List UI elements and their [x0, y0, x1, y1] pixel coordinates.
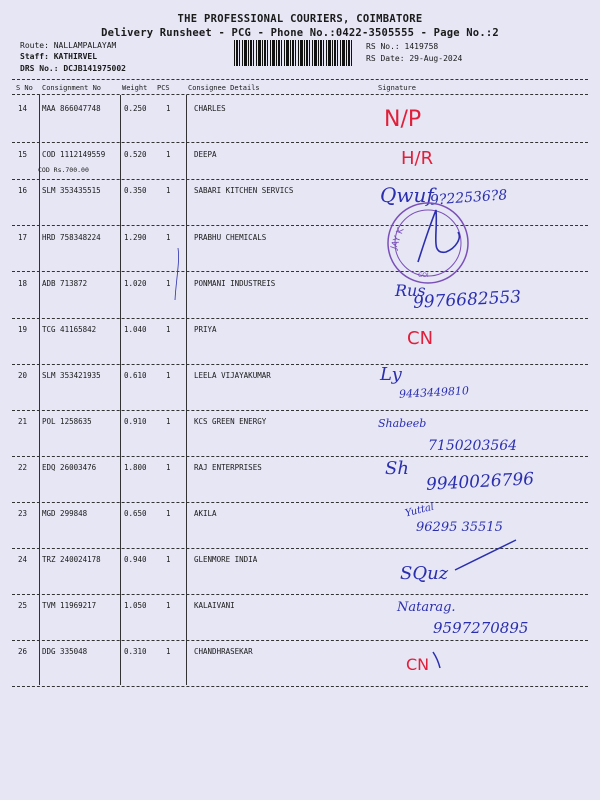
cell-consignee: PRABHU CHEMICALS — [194, 233, 267, 242]
header-top-line — [12, 79, 588, 80]
cell-consignment: COD 1112149559 — [42, 150, 106, 159]
staff-label: Staff: KATHIRVEL — [20, 52, 98, 61]
signature-stroke — [433, 652, 440, 668]
cell-sno: 21 — [18, 417, 28, 426]
cell-pcs: 1 — [166, 104, 171, 113]
cell-consignment: MGD 299848 — [42, 509, 88, 518]
cell-weight: 0.350 — [124, 186, 147, 195]
cell-consignment: SLM 353421935 — [42, 371, 101, 380]
cell-sno: 19 — [18, 325, 28, 334]
signature-row-25: Natarag. — [397, 600, 456, 615]
cell-consignee: RAJ ENTERPRISES — [194, 463, 262, 472]
cell-consignment: TRZ 240024178 — [42, 555, 101, 564]
cell-weight: 0.310 — [124, 647, 147, 656]
drs-label: DRS No.: DCJB141975002 — [20, 64, 126, 73]
cell-consignee: DEEPA — [194, 150, 217, 159]
cell-pcs: 1 — [166, 371, 171, 380]
cell-consignment: TVM 11969217 — [42, 601, 97, 610]
row-separator — [12, 640, 588, 641]
document-subtitle: Delivery Runsheet - PCG - Phone No.:0422-3505555 - Page No.:2 — [101, 27, 499, 39]
cell-pcs: 1 — [166, 186, 171, 195]
barcode — [234, 40, 352, 66]
signature-stroke — [455, 540, 516, 570]
phone-row-21: 7150203564 — [428, 438, 518, 454]
cell-consignee: KALAIVANI — [194, 601, 235, 610]
row-separator — [12, 410, 588, 411]
cell-consignment: SLM 353435515 — [42, 186, 101, 195]
cell-pcs: 1 — [166, 647, 171, 656]
cell-sno: 22 — [18, 463, 28, 472]
route-label: Route: NALLAMPALAYAM — [20, 41, 117, 50]
cell-pcs: 1 — [166, 233, 171, 242]
cell-sno: 20 — [18, 371, 28, 380]
cell-sno: 26 — [18, 647, 28, 656]
signature-row-23: Yuttal — [404, 501, 436, 520]
cell-consignee: CHARLES — [194, 104, 226, 113]
signature-stroke — [418, 210, 459, 262]
row-separator — [12, 548, 588, 549]
cell-weight: 1.050 — [124, 601, 147, 610]
cell-consignee: GLENMORE INDIA — [194, 555, 258, 564]
cell-sno: 25 — [18, 601, 28, 610]
column-signature: Signature — [378, 84, 416, 92]
column-pcs: PCS — [157, 84, 170, 92]
cell-pcs: 1 — [166, 150, 171, 159]
signature-row-16: Qwuf — [380, 183, 434, 207]
cell-sno: 15 — [18, 150, 28, 159]
stamp-text: JAY K — [389, 226, 407, 252]
row-separator — [12, 225, 588, 226]
cell-weight: 0.520 — [124, 150, 147, 159]
header-bottom-line — [12, 94, 588, 95]
signature-row-20: Ly — [380, 364, 402, 385]
cell-consignee: CHANDHRASEKAR — [194, 647, 253, 656]
row-separator — [12, 179, 588, 180]
signature-row-21: Shabeeb — [378, 417, 427, 430]
column-divider — [120, 95, 121, 685]
cell-sno: 17 — [18, 233, 28, 242]
row-separator — [12, 686, 588, 687]
phone-row-20: 9443449810 — [398, 384, 470, 401]
cell-consignment: POL 1258635 — [42, 417, 92, 426]
cell-pcs: 1 — [166, 555, 171, 564]
cell-sno: 23 — [18, 509, 28, 518]
column-divider — [186, 95, 187, 685]
cell-pcs: 1 — [166, 279, 171, 288]
row-separator — [12, 364, 588, 365]
row-separator — [12, 456, 588, 457]
column-divider — [39, 95, 40, 685]
column-sno: S No — [16, 84, 33, 92]
cell-weight: 1.800 — [124, 463, 147, 472]
cell-pcs: 1 — [166, 325, 171, 334]
cell-weight: 1.290 — [124, 233, 147, 242]
cell-consignee: AKILA — [194, 509, 217, 518]
cell-weight: 1.040 — [124, 325, 147, 334]
cell-weight: 0.910 — [124, 417, 147, 426]
cell-consignment: MAA 866047748 — [42, 104, 101, 113]
cell-consignee: KCS GREEN ENERGY — [194, 417, 267, 426]
column-weight: Weight — [122, 84, 148, 92]
cell-consignment: TCG 41165842 — [42, 325, 97, 334]
signature-row-18: Rus — [395, 281, 426, 300]
row-separator — [12, 318, 588, 319]
row-separator — [12, 594, 588, 595]
cod-amount: COD Rs.700.00 — [38, 166, 89, 174]
cell-weight: 0.610 — [124, 371, 147, 380]
cell-sno: 24 — [18, 555, 28, 564]
column-consignment: Consignment No — [42, 84, 102, 92]
cell-weight: 0.650 — [124, 509, 147, 518]
column-consignee: Consignee Details — [188, 84, 260, 92]
cell-consignee: SABARI KITCHEN SERVICS — [194, 186, 294, 195]
rs-number: RS No.: 1419758 — [366, 42, 439, 51]
cell-consignment: EDQ 26003476 — [42, 463, 97, 472]
signature-row-15: H/R — [401, 148, 434, 169]
cell-consignee: PRIYA — [194, 325, 217, 334]
cell-consignment: ADB 713872 — [42, 279, 88, 288]
cell-pcs: 1 — [166, 601, 171, 610]
cell-consignment: DDG 335048 — [42, 647, 88, 656]
signature-row-14: N/P — [384, 107, 422, 132]
cell-pcs: 1 — [166, 509, 171, 518]
signature-row-19: CN — [407, 328, 434, 349]
phone-row-23: 96295 35515 — [416, 520, 503, 535]
signature-row-24: SQuz — [400, 563, 449, 584]
cell-sno: 16 — [18, 186, 28, 195]
phone-row-22: 9940026796 — [425, 469, 535, 495]
phone-row-25: 9597270895 — [433, 619, 529, 637]
phone-row-18: 9976682553 — [412, 287, 522, 313]
cell-consignee: LEELA VIJAYAKUMAR — [194, 371, 271, 380]
stray-stroke — [175, 248, 179, 300]
cell-pcs: 1 — [166, 463, 171, 472]
row-separator — [12, 142, 588, 143]
signature-row-22: Sh — [385, 458, 409, 479]
row-separator — [12, 271, 588, 272]
cell-weight: 0.940 — [124, 555, 147, 564]
phone-row-16: 9?22536?8 — [429, 187, 508, 209]
cell-consignment: HRD 758348224 — [42, 233, 101, 242]
cell-consignee: PONMANI INDUSTREIS — [194, 279, 276, 288]
stamp-sub: COI — [418, 272, 429, 279]
cell-sno: 14 — [18, 104, 28, 113]
row-separator — [12, 502, 588, 503]
cell-weight: 0.250 — [124, 104, 147, 113]
document-title: THE PROFESSIONAL COURIERS, COIMBATORE — [177, 13, 423, 25]
rs-date: RS Date: 29-Aug-2024 — [366, 54, 463, 63]
cell-weight: 1.020 — [124, 279, 147, 288]
cell-pcs: 1 — [166, 417, 171, 426]
cell-sno: 18 — [18, 279, 28, 288]
signature-row-26: CN — [406, 655, 430, 674]
